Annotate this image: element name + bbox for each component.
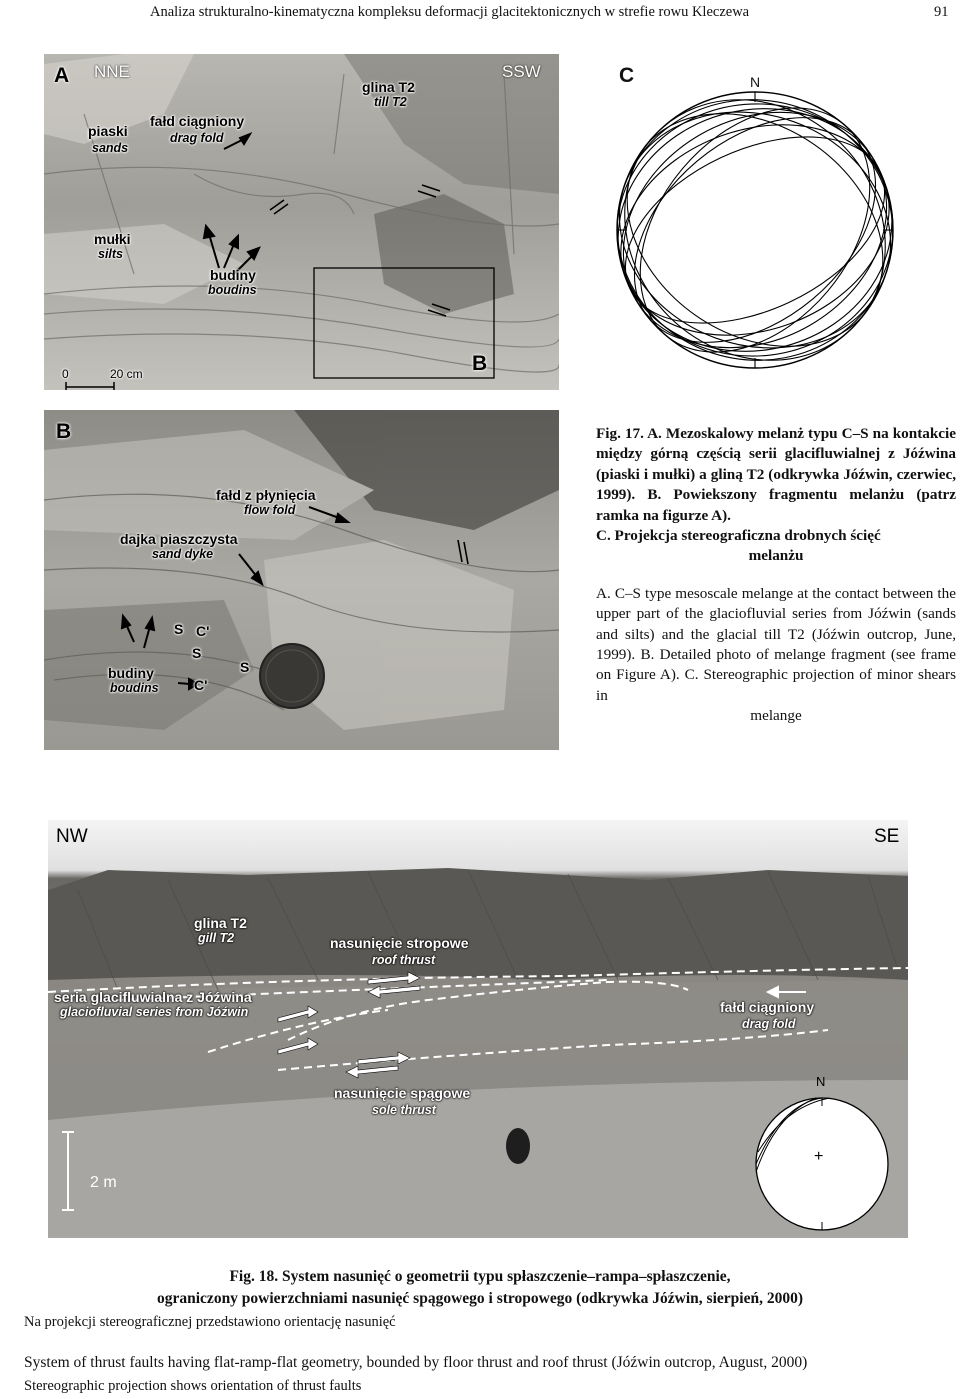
label-silts: silts	[98, 247, 124, 261]
fig17-caption-pl-3: melanżu	[748, 547, 804, 565]
label-sand-dyke: sand dyke	[152, 547, 214, 561]
fig17-caption	[596, 424, 956, 727]
photo-a-texture	[44, 54, 559, 390]
label18-seria: seria glacifluwialna z Jóźwina	[54, 989, 252, 1005]
stereonet-north: N	[750, 74, 761, 90]
label18-nasuniecie-spagowe: nasunięcie spągowe	[334, 1085, 471, 1101]
label-flow-fold: flow fold	[244, 503, 296, 517]
fig17-caption-en-1: A. C–S type mesoscale melange at the contact between the upper part of the glaciofluvial series from Jóźwin (sands and silts) and the glacial till T2 (Jóźwin outcrop, June, 1999). B. Detailed photo of melange fragment (see frame on Figure A). C. Stereographic projection of minor shears in	[596, 584, 956, 704]
label-dajka-piaszczysta: dajka piaszczysta	[120, 531, 238, 547]
label-fald-ciagniony: fałd ciągniony	[150, 113, 245, 129]
photo-b-texture	[44, 410, 559, 750]
label-boudins-a: boudins	[208, 283, 257, 297]
label-s2: S	[192, 645, 202, 661]
fig18-caption-line2: ograniczony powierzchniami nasunięć spągowego i stropowego (odkrywka Jóźwin, sierpień, 2000)	[157, 1290, 803, 1307]
label18-fald-ciagniony: fałd ciągniony	[720, 999, 815, 1015]
stereonet-18-plus: +	[814, 1148, 824, 1165]
label-s1: S	[174, 621, 184, 637]
fig17-caption-pl-1: Fig. 17. A. Mezoskalowy melanż typu C–S na kontakcie między górną częścią serii glacifluwialnej z Jóźwina (piaski i mułki) a gliną T2 (odkrywka Jóźwin, czerwiec, 1999). B. Powiekszony fragmentu melanżu (patrz ramka na figurze A).	[596, 425, 956, 524]
panel-a-letter: A	[54, 64, 70, 87]
label-budiny-b: budiny	[108, 665, 154, 681]
fig18-photo	[48, 820, 908, 1238]
label-fald-z-plyniecia: fałd z płynięcia	[216, 487, 316, 503]
stereonet-18-north: N	[816, 1074, 826, 1089]
label18-sole-thrust: sole thrust	[372, 1103, 436, 1117]
scale-zero: 0	[62, 367, 69, 381]
fig17-stereonet-c	[595, 52, 955, 392]
label-boudins-b: boudins	[110, 681, 159, 695]
running-title: Analiza strukturalno-kinematyczna kompleksu deformacji glacitektonicznych w strefie rowu Kleczewa	[150, 4, 750, 20]
label-budiny-a: budiny	[210, 267, 256, 283]
label-c1: C'	[196, 623, 210, 639]
dir-ssw: SSW	[502, 62, 541, 81]
label-c2: C'	[194, 677, 208, 693]
label-till-t2: till T2	[374, 95, 407, 109]
fig18-caption-en: System of thrust faults having flat-ramp-flat geometry, bounded by floor thrust and roof thrust (Jóźwin outcrop, August, 2000)	[24, 1354, 808, 1371]
fig18-note-pl: Na projekcji stereograficznej przedstawiono orientację nasunięć	[24, 1314, 396, 1330]
fig17-photo-b	[44, 410, 559, 750]
scale-20cm: 20 cm	[110, 367, 143, 381]
panel-c-letter: C	[619, 64, 635, 87]
label-s3: S	[240, 659, 250, 675]
backpack-scale	[506, 1128, 530, 1164]
coin-scale	[260, 644, 324, 708]
label-sands: sands	[92, 141, 129, 155]
label18-scale-2m: 2 m	[90, 1174, 117, 1191]
frame-b-letter: B	[472, 352, 488, 375]
dir-nw: NW	[56, 826, 88, 847]
panel-b-letter: B	[56, 420, 72, 443]
label-glina-t2: glina T2	[362, 79, 415, 95]
label18-roof-thrust: roof thrust	[372, 953, 436, 967]
label18-gill-t2: gill T2	[198, 931, 235, 945]
running-header	[0, 4, 960, 24]
fig17-photo-a	[44, 54, 559, 390]
dir-se: SE	[874, 826, 900, 847]
label-mulki: mułki	[94, 231, 131, 247]
fig17-caption-en-2: melange	[750, 707, 802, 725]
label18-nasuniecie-stropowe: nasunięcie stropowe	[330, 935, 469, 951]
fig18-note-en: Stereographic projection shows orientation of thrust faults	[24, 1378, 362, 1394]
fig18-caption-line1: Fig. 18. System nasunięć o geometrii typu spłaszczenie–rampa–spłaszczenie,	[229, 1268, 731, 1285]
label-piaski: piaski	[88, 123, 128, 139]
label18-drag-fold: drag fold	[742, 1017, 796, 1031]
label-drag-fold: drag fold	[170, 131, 224, 145]
label18-glina-t2: glina T2	[194, 915, 247, 931]
label18-glaciofluvial-series: glaciofluvial series from Jóźwin	[60, 1005, 249, 1019]
dir-nne: NNE	[94, 62, 130, 81]
stereonet-c-plot	[595, 52, 955, 392]
fig17-caption-pl-2: C. Projekcja stereograficzna drobnych ścięć	[596, 527, 881, 545]
page-number: 91	[934, 4, 949, 20]
